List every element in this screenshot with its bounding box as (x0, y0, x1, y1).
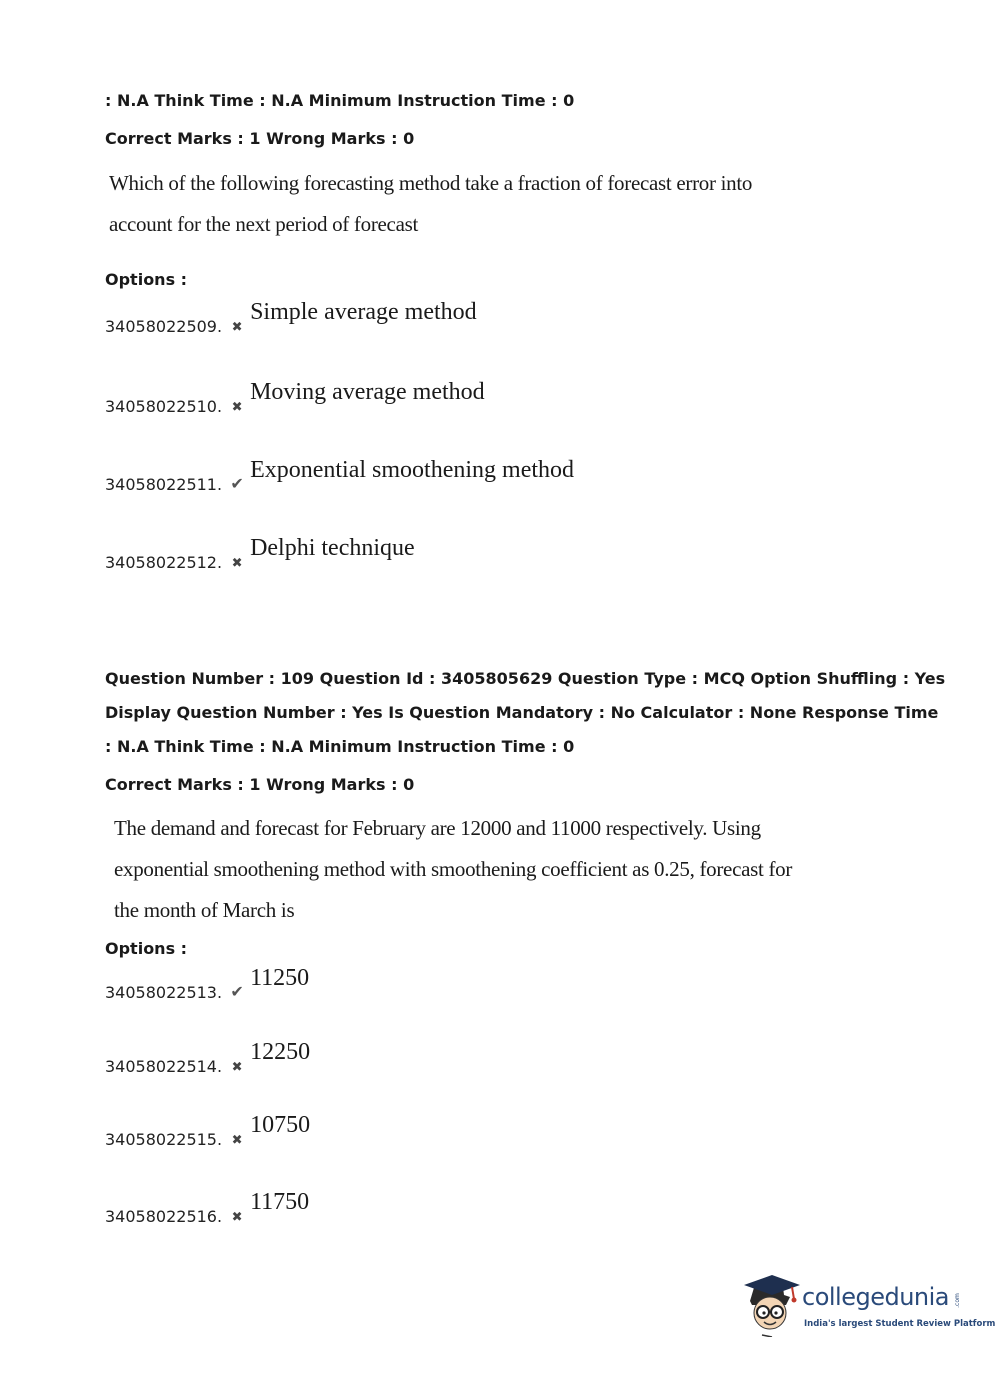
q109-option-1 (105, 962, 309, 1002)
option-id: 34058022511. (105, 475, 223, 494)
cross-icon: ✖ (231, 1133, 243, 1148)
q108-question-text (109, 163, 753, 245)
q109-meta-line: Question Number : 109 Question Id : 3405805629 Question Type : MCQ Option Shuffling : Yes (105, 669, 946, 688)
option-id: 34058022509. (105, 317, 223, 336)
option-text: 12250 (250, 1039, 311, 1065)
q109-option-4 (105, 1186, 309, 1226)
option-id: 34058022510. (105, 397, 223, 416)
option-id: 34058022516. (105, 1207, 223, 1226)
q108-options-label: Options : (105, 270, 188, 289)
collegedunia-logo (742, 1275, 996, 1345)
q109-option-3 (105, 1109, 310, 1149)
option-text: 10750 (250, 1112, 311, 1138)
cross-icon: ✖ (231, 1210, 243, 1225)
option-text: Moving average method (250, 379, 485, 405)
q108-option-4 (105, 532, 415, 572)
cross-icon: ✖ (231, 400, 243, 415)
option-text: 11750 (250, 1189, 310, 1215)
cross-icon: ✖ (231, 320, 243, 335)
brand-name: collegedunia (802, 1283, 950, 1311)
cross-icon: ✖ (231, 1060, 243, 1075)
option-id: 34058022514. (105, 1057, 223, 1076)
option-text: Delphi technique (250, 535, 415, 561)
q109-question-text (114, 808, 793, 931)
q109-option-2 (105, 1036, 310, 1076)
brand-suffix: .com (953, 1293, 961, 1308)
option-text: 11250 (250, 965, 310, 991)
q109-meta-line: : N.A Think Time : N.A Minimum Instruction Time : 0 (105, 737, 575, 756)
question-text-line: The demand and forecast for February are 12000 and 11000 respectively. Using (114, 816, 761, 840)
option-id: 34058022513. (105, 983, 223, 1002)
option-id: 34058022515. (105, 1130, 223, 1149)
q109-options-label: Options : (105, 939, 188, 958)
question-text-line: Which of the following forecasting method take a fraction of forecast error into (109, 171, 753, 195)
option-text: Exponential smoothening method (250, 457, 575, 483)
cross-icon: ✖ (231, 556, 243, 571)
q109-marks: Correct Marks : 1 Wrong Marks : 0 (105, 775, 415, 794)
check-icon: ✔ (230, 474, 244, 493)
mascot-icon (742, 1275, 802, 1337)
option-text: Simple average method (250, 299, 477, 325)
q108-meta-line: : N.A Think Time : N.A Minimum Instruction Time : 0 (105, 91, 575, 110)
question-text-line: exponential smoothening method with smoothening coefficient as 0.25, forecast for (114, 857, 793, 881)
q108-option-3 (105, 454, 574, 494)
q108-option-2 (105, 376, 485, 416)
q108-option-1 (105, 296, 477, 336)
brand-tagline: India's largest Student Review Platform (804, 1319, 996, 1329)
q109-meta-line: Display Question Number : Yes Is Question Mandatory : No Calculator : None Response Time (105, 703, 939, 722)
q108-marks: Correct Marks : 1 Wrong Marks : 0 (105, 129, 415, 148)
question-text-line: account for the next period of forecast (109, 212, 418, 236)
check-icon: ✔ (230, 982, 244, 1001)
option-id: 34058022512. (105, 553, 223, 572)
question-text-line: the month of March is (114, 898, 295, 922)
